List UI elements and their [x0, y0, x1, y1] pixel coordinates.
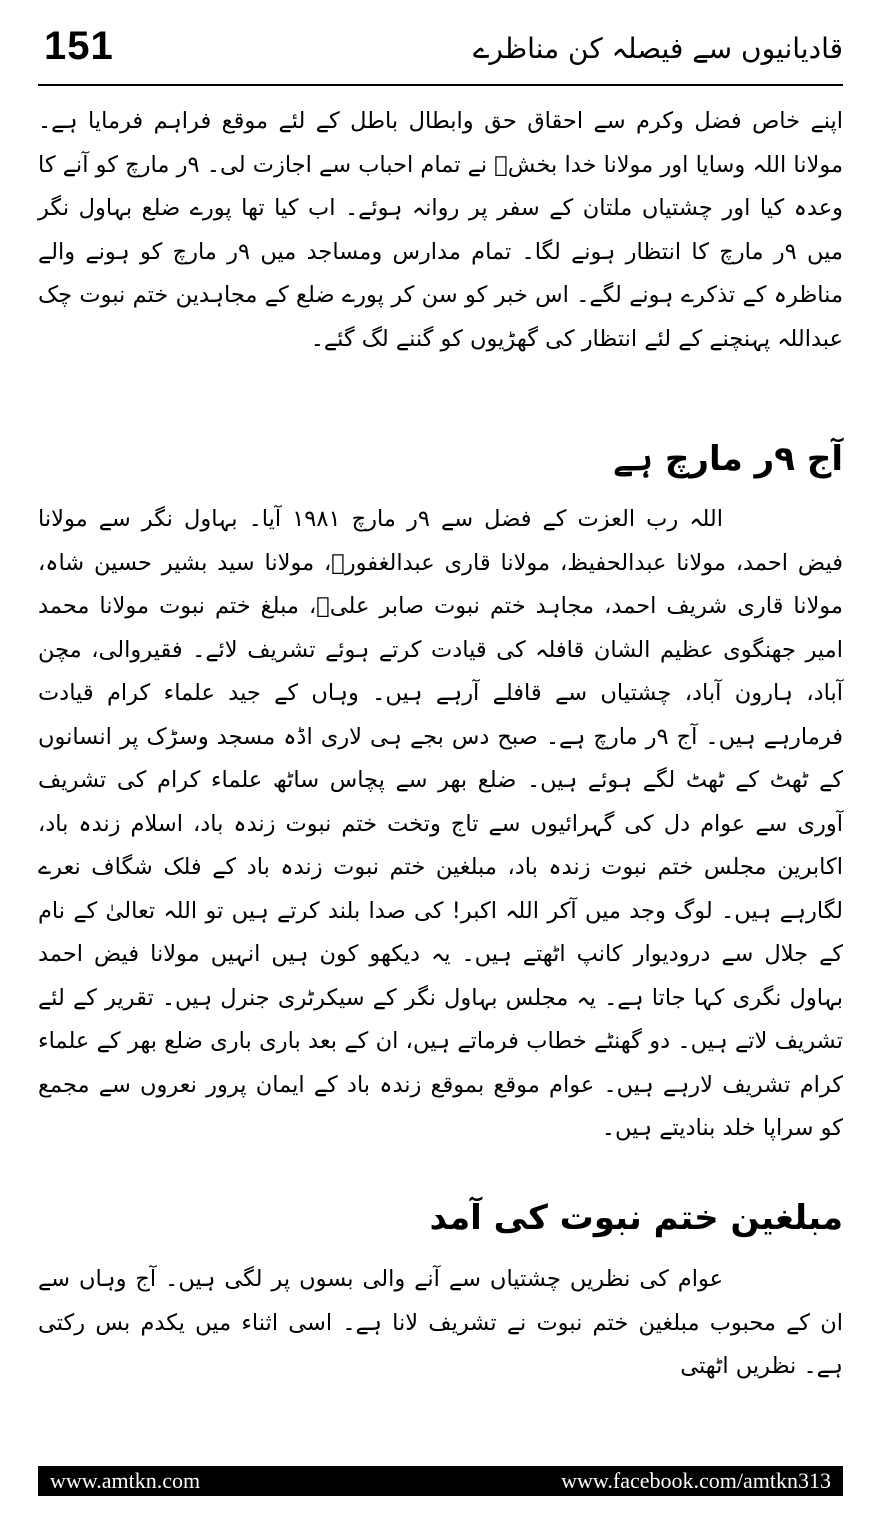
paragraph-3: [38, 1258, 843, 1389]
running-title: قادیانیوں سے فیصلہ کن مناظرے: [472, 32, 843, 65]
paragraph-3-text: عوام کی نظریں چشتیاں سے آنے والی بسوں پر لگی ہیں۔ آج وہاں سے ان کے محبوب مبلغین ختم نبوت نے تشریف لانا ہے۔ اسی اثناء میں یکدم بس رکتی ہے۔ نظریں اٹھتی: [38, 1266, 843, 1379]
section-heading-march-9: آج ۹ر مارچ ہے: [613, 439, 843, 479]
footer-website-link[interactable]: www.amtkn.com: [50, 1468, 201, 1493]
paragraph-2: [38, 498, 843, 1151]
footer-facebook-link[interactable]: www.facebook.com/amtkn313: [561, 1468, 831, 1493]
section-heading-arrival: مبلغین ختم نبوت کی آمد: [429, 1198, 843, 1238]
paragraph-2-text: اللہ رب العزت کے فضل سے ۹ر مارچ ۱۹۸۱ آیا۔ بہاول نگر سے مولانا فیض احمد، مولانا عبدالحفیظ، مولانا قاری عبدالغفورؒ، مولانا سید بشیر حسین شاہ، مولانا قاری شریف احمد، مجاہد ختم نبوت صابر علیؒ، مبلغ ختم نبوت مولانا محمد امیر جھنگوی عظیم الشان قافلہ کی قیادت کرتے ہوئے تشریف لائے۔ فقیروالی، مچن آباد، ہارون آباد، چشتیاں سے قافلے آرہے ہیں۔ وہاں کے جید علماء کرام قیادت فرمارہے ہیں۔ آج ۹ر مارچ ہے۔ صبح دس بجے ہی لاری اڈہ مسجد وسڑک پر انسانوں کے ٹھٹ کے ٹھٹ لگے ہوئے ہیں۔ ضلع بھر سے پچاس ساٹھ علماء کرام کی تشریف آوری سے عوام دل کی گہرائیوں سے تاج وتخت ختم نبوت زندہ باد، اسلام زندہ باد، اکابرین مجلس ختم نبوت زندہ باد، مبلغین ختم نبوت زندہ باد کے فلک شگاف نعرے لگارہے ہیں۔ لوگ وجد میں آکر اللہ اکبر! کی صدا بلند کرتے ہیں تو اللہ تعالیٰ کے نام کے جلال سے درودیوار کانپ اٹھتے ہیں۔ یہ دیکھو کون ہیں انہیں مولانا فیض احمد بہاول نگری کہا جاتا ہے۔ یہ مجلس بہاول نگر کے سیکرٹری جنرل ہیں۔ تقریر کے لئے تشریف لاتے ہیں۔ دو گھنٹے خطاب فرماتے ہیں، ان کے بعد باری باری ضلع بھر کے علماء کرام تشریف لارہے ہیں۔ عوام موقع بموقع زندہ باد کے ایمان پرور نعروں سے مجمع کو سراپا خلد بنادیتے ہیں۔: [38, 506, 843, 1141]
page-header: [38, 18, 843, 90]
paragraph-1: اپنے خاص فضل وکرم سے احقاق حق وابطال باطل کے لئے موقع فراہم فرمایا ہے۔ مولانا اللہ وسایا اور مولانا خدا بخشؒ نے تمام احباب سے اجازت لی۔ ۹ر مارچ کو آنے کا وعدہ کیا اور چشتیاں ملتان کے سفر پر روانہ ہوئے۔ اب کیا تھا پورے ضلع بہاول نگر میں ۹ر مارچ کا انتظار ہونے لگا۔ تمام مدارس ومساجد میں ۹ر مارچ کو ہونے والے مناظرہ کے تذکرے ہونے لگے۔ اس خبر کو سن کر پورے ضلع کے مجاہدین ختم نبوت چک عبداللہ پہنچنے کے لئے انتظار کی گھڑیوں کو گننے لگ گئے۔: [38, 108, 844, 352]
page-footer: [38, 1466, 843, 1496]
header-divider: [38, 84, 843, 86]
page-number: 151: [44, 24, 114, 68]
